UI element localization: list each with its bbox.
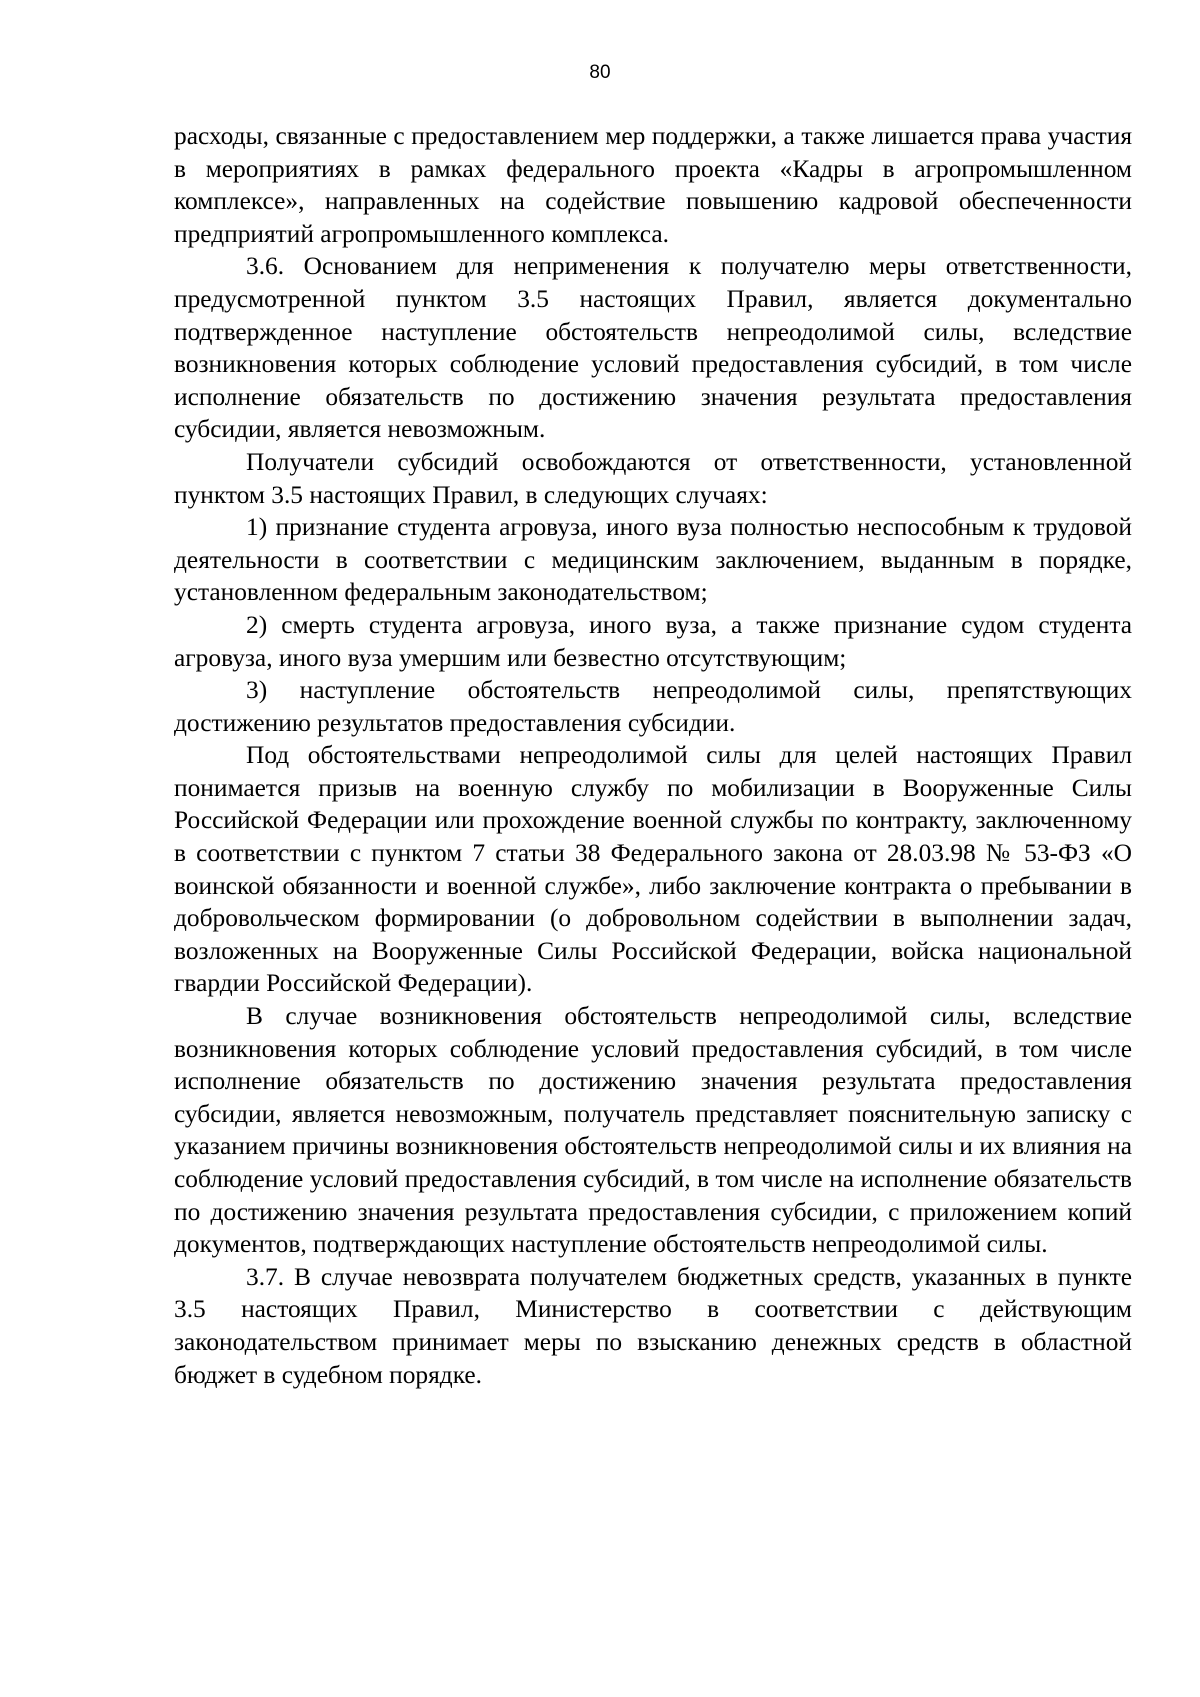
document-body — [174, 120, 1132, 1391]
page-number: 80 — [589, 62, 611, 83]
paragraph-continuation: расходы, связанные с предоставлением мер поддержки, а также лишается права участия в мероприятиях в рамках федерального проекта «Кадры в агропромышленном комплексе», направленных на содействие повышению кадровой обеспеченности предприятий агропромышленного комплекса. — [174, 122, 1132, 248]
paragraph-exemption-intro: Получатели субсидий освобождаются от ответственности, установленной пунктом 3.5 настоящих Правил, в следующих случаях: — [174, 447, 1132, 509]
paragraph-3-7: 3.7. В случае невозврата получателем бюджетных средств, указанных в пункте 3.5 настоящих Правил, Министерство в соответствии с действующим законодательством принимает меры по взысканию денежных средств в областной бюджет в судебном порядке. — [174, 1262, 1132, 1389]
paragraph-case-2: 2) смерть студента агровуза, иного вуза, а также признание судом студента агровуза, иного вуза умершим или безвестно отсутствующим; — [174, 610, 1132, 672]
paragraph-force-majeure-definition: Под обстоятельствами непреодолимой силы для целей настоящих Правил понимается призыв на военную службу по мобилизации в Вооруженные Силы Российской Федерации или прохождение военной службы по контракту, заключенному в соответствии с пунктом 7 статьи 38 Федерального закона от 28.03.98 № 53-ФЗ «О воинской обязанности и военной службе», либо заключение контракта о пребывании в добровольческом формировании (о добровольном содействии в выполнении задач, возложенных на Вооруженные Силы Российской Федерации, войска национальной гвардии Российской Федерации). — [174, 741, 1132, 998]
paragraph-3-6: 3.6. Основанием для неприменения к получателю меры ответственности, предусмотренной пунктом 3.5 настоящих Правил, является документально подтвержденное наступление обстоятельств непреодолимой силы, вследствие возникновения которых соблюдение условий предоставления субсидий, в том числе исполнение обязательств по достижению значения результата предоставления субсидии, является невозможным. — [174, 252, 1132, 444]
paragraph-case-3: 3) наступление обстоятельств непреодолимой силы, препятствующих достижению результатов предоставления субсидии. — [174, 676, 1132, 737]
paragraph-case-1: 1) признание студента агровуза, иного вуза полностью неспособным к трудовой деятельности в соответствии с медицинским заключением, выданным в порядке, установленном федеральным законодательством; — [174, 513, 1132, 607]
paragraph-explanatory-note: В случае возникновения обстоятельств непреодолимой силы, вследствие возникновения которых соблюдение условий предоставления субсидий, в том числе исполнение обязательств по достижению значения результата предоставления субсидии, является невозможным, получатель представляет пояснительную записку с указанием причины возникновения обстоятельств непреодолимой силы и их влияния на соблюдение условий предоставления субсидий, в том числе на исполнение обязательств по достижению значения результата предоставления субсидии, с приложением копий документов, подтверждающих наступление обстоятельств непреодолимой силы. — [174, 1002, 1132, 1259]
